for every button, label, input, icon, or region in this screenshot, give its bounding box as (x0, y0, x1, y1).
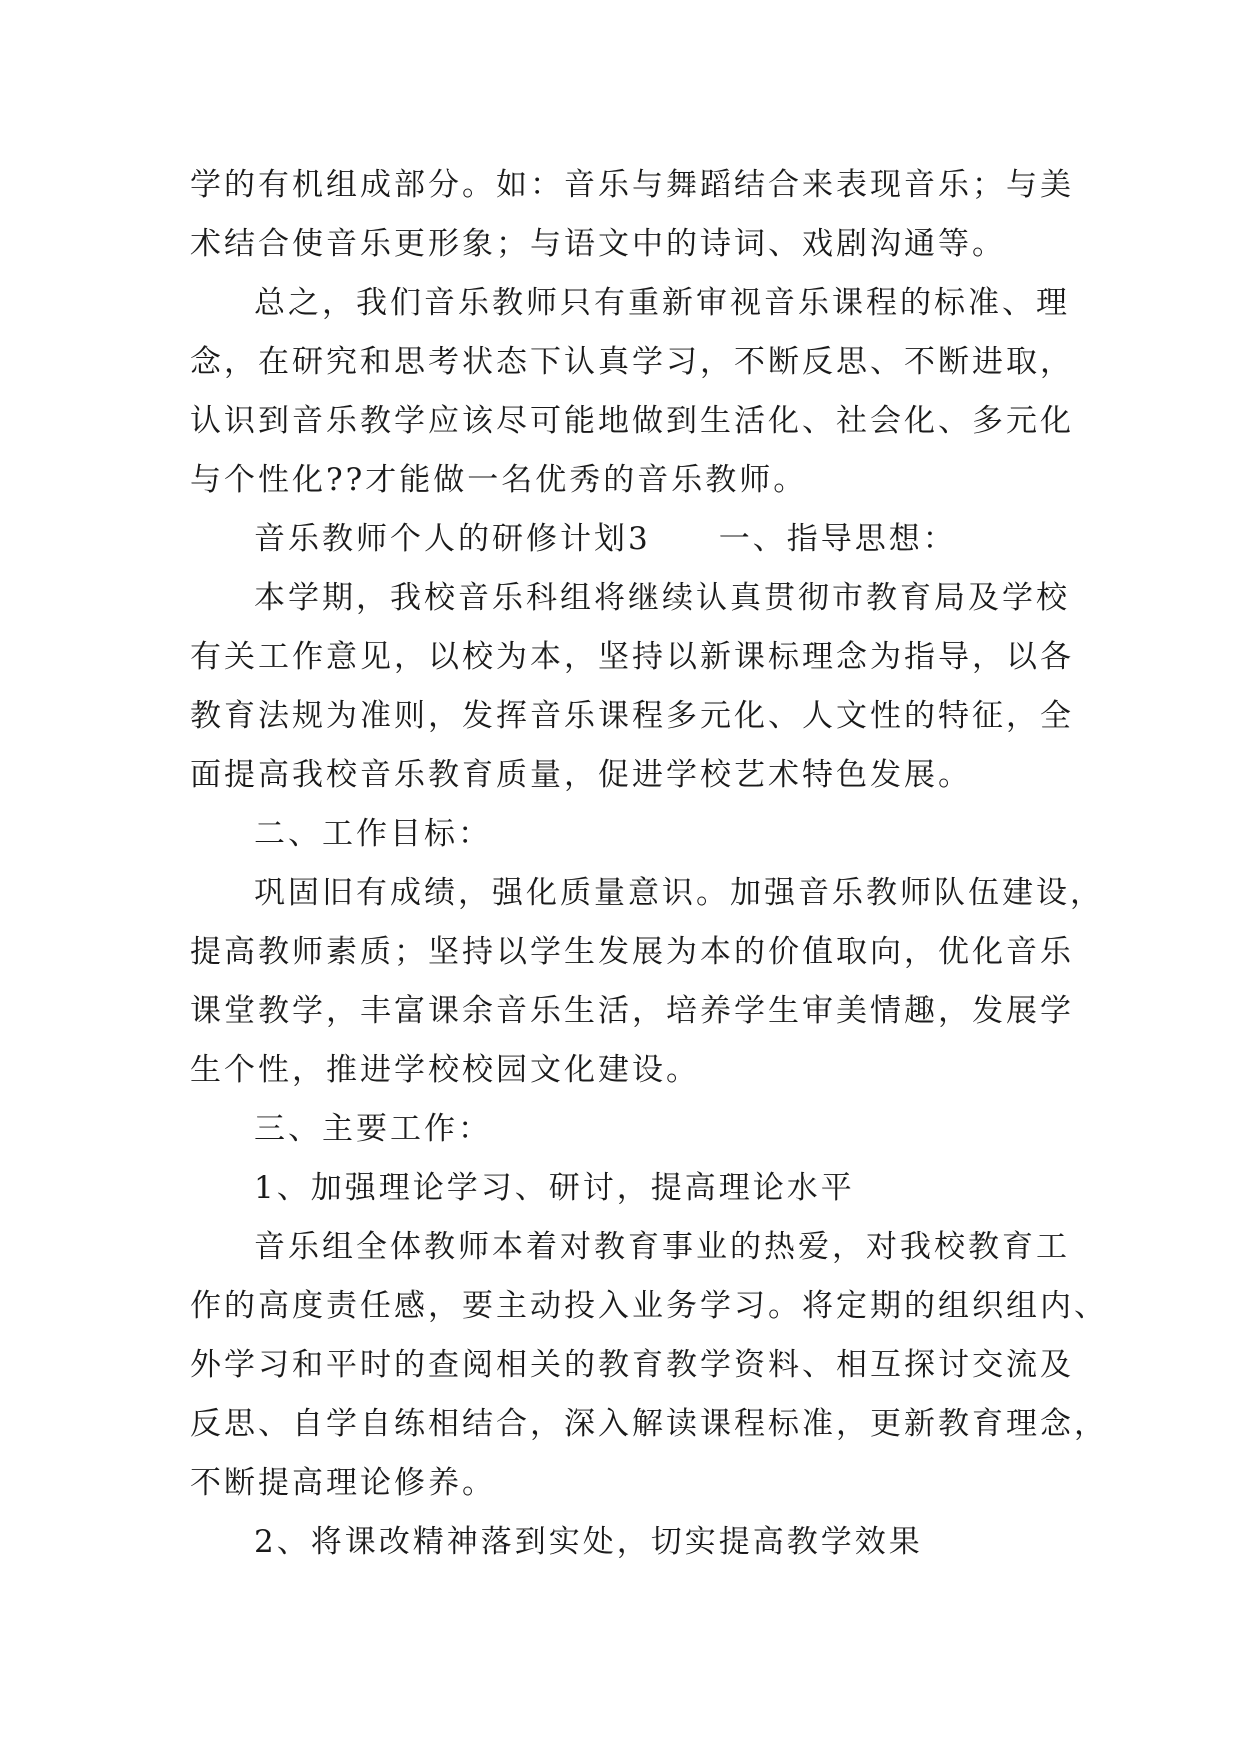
text-line: 提高教师素质；坚持以学生发展为本的价值取向，优化音乐 (190, 934, 1074, 970)
text-line: 音乐组全体教师本着对教育事业的热爱，对我校教育工 (254, 1229, 1070, 1265)
text-line: 音乐教师个人的研修计划3 一、指导思想： (254, 521, 957, 557)
text-line: 不断提高理论修养。 (190, 1465, 496, 1501)
text-line: 术结合使音乐更形象；与语文中的诗词、戏剧沟通等。 (190, 226, 1006, 262)
text-line: 认识到音乐教学应该尽可能地做到生活化、社会化、多元化 (190, 403, 1074, 439)
text-line: 与个性化??才能做一名优秀的音乐教师。 (190, 462, 808, 498)
text-line: 教育法规为准则，发挥音乐课程多元化、人文性的特征，全 (190, 698, 1074, 734)
text-line: 作的高度责任感，要主动投入业务学习。将定期的组织组内、 (190, 1288, 1108, 1324)
text-line: 巩固旧有成绩，强化质量意识。加强音乐教师队伍建设， (254, 875, 1104, 911)
text-line: 三、主要工作： (254, 1111, 492, 1147)
text-line: 二、工作目标： (254, 816, 492, 852)
text-line: 本学期，我校音乐科组将继续认真贯彻市教育局及学校 (254, 580, 1070, 616)
text-line: 总之，我们音乐教师只有重新审视音乐课程的标准、理 (254, 285, 1070, 321)
text-line: 2、将课改精神落到实处，切实提高教学效果 (254, 1524, 923, 1560)
text-line: 外学习和平时的查阅相关的教育教学资料、相互探讨交流及 (190, 1347, 1074, 1383)
text-line: 1、加强理论学习、研讨，提高理论水平 (254, 1170, 855, 1206)
text-line: 念，在研究和思考状态下认真学习，不断反思、不断进取， (190, 344, 1074, 380)
text-line: 有关工作意见，以校为本，坚持以新课标理念为指导，以各 (190, 639, 1074, 675)
text-line: 学的有机组成部分。如：音乐与舞蹈结合来表现音乐；与美 (190, 167, 1074, 203)
text-line: 课堂教学，丰富课余音乐生活，培养学生审美情趣，发展学 (190, 993, 1074, 1029)
document-body (190, 156, 1108, 1572)
text-line: 反思、自学自练相结合，深入解读课程标准，更新教育理念， (190, 1406, 1108, 1442)
text-line: 生个性，推进学校校园文化建设。 (190, 1052, 700, 1088)
text-line: 面提高我校音乐教育质量，促进学校艺术特色发展。 (190, 757, 972, 793)
